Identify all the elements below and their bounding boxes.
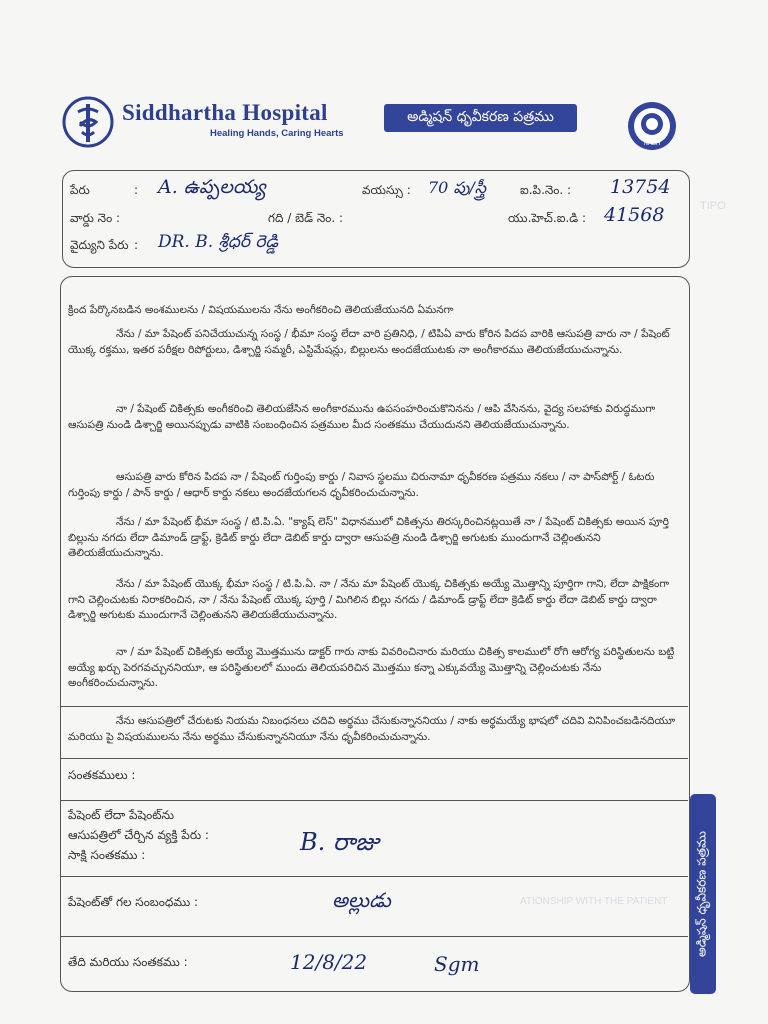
relationship-value: అల్లుడు	[332, 888, 391, 912]
doctor-name-value: DR. B. శ్రీధర్ రెడ్డి	[158, 232, 279, 252]
divider	[60, 936, 688, 937]
side-tab-label: అడ్మిషన్ ధృవీకరణ పత్రము	[694, 831, 709, 957]
ward-label: వార్డు నెం :	[70, 211, 121, 225]
declaration-paragraph-2: నా / పేషెంట్ చికిత్సకు అంగీకరించి తెలియజేసిన అంగీకారమును ఉపసంహరించుకొనినను / ఆపి వేసినను, వైద్య సలహాకు విరుద్ధముగా ఆసుపత్రి నుండి డిశ్చార్జి అయినప్పుడు వాటికి సంబంధించిన పత్రముల మీద సంతకము చేయుదునని తెలియజేయుచున్నాను.	[68, 403, 656, 431]
declaration-paragraph-7: నేను ఆసుపత్రిలో చేరుటకు నియమ నిబంధనలు చదివి అర్థము చేసుకున్నాననియు / నాకు అర్థమయ్యే భాషలో చదివి వినిపించబడినదియూ మరియు పై విషయములను నేను అర్థము చేసుకున్నాననియూ నేను ధృవీకరించుచున్నాను.	[68, 715, 676, 743]
divider	[60, 800, 688, 801]
nabh-seal-icon	[626, 100, 678, 152]
declaration-paragraph-5: నేను / మా పేషెంట్ యొక్క భీమా సంస్థ / టి.పి.ఏ. నా / నేను మా పేషెంట్ యొక్క చికిత్సకు అయ్యే మొత్తాన్ని పూర్తిగా గాని, లేదా పాక్షికంగా గాని చెల్లించుటకు నిరాకరించిన, నా / నేను పేషెంట్ యొక్క పూర్తి / మిగిలిన బిల్లు నగదు / డిమాండ్ డ్రాఫ్ట్ లేదా క్రెడిట్ కార్డు లేదా డెబిట్ కార్డు ద్వారా డిశ్చార్జి అగుటకు ముందుగానే చెల్లింతునని తెలియజేయుచున్నాను.	[68, 578, 670, 621]
name-colon: :	[134, 183, 139, 197]
divider	[60, 758, 688, 759]
nabh-text: NABH	[643, 141, 661, 147]
declaration-paragraph-6: నా / మా పేషెంట్ చికిత్సకు అయ్యే మొత్తమును డాక్టర్ గారు నాకు వివరించినారు మరియు చికిత్స కాలములో రోగి ఆరోగ్య పరిస్థితులను బట్టి అయ్యే ఖర్చు పెరగవచ్చుననియూ, ఆ పరిస్థితులలో ముందు తెలియపరిచిన మొత్తము కన్నా ఎక్కువయ్యే మొత్తాన్ని చెల్లించుటకు నేను అంగీకరించుచున్నాను.	[68, 646, 675, 689]
age-value: 70 పు/స్త్రీ	[428, 178, 487, 197]
hospital-logo	[62, 94, 382, 146]
admitter-label-line1: పేషెంట్ లేదా పేషెంట్‌ను	[68, 808, 175, 822]
bleed-through: TIPO	[700, 200, 726, 212]
doctor-colon: :	[134, 238, 139, 252]
date-value: 12/8/22	[290, 950, 368, 974]
signatures-heading: సంతకములు :	[68, 768, 136, 782]
hospital-emblem-icon	[62, 96, 116, 150]
ip-number-value: 13754	[610, 176, 671, 198]
hospital-name: Siddhartha Hospital	[122, 100, 328, 125]
witness-signature-label: సాక్షి సంతకము :	[68, 848, 146, 862]
declaration-box	[60, 276, 690, 992]
room-bed-label: గది / బెడ్ నెం. :	[268, 211, 344, 225]
signature-value: Sgm	[434, 952, 480, 976]
date-signature-label: తేది మరియు సంతకము :	[68, 955, 188, 969]
declaration-paragraph-4: నేను / మా పేషెంట్ భీమా సంస్థ / టి.పి.ఏ. "క్యాష్ లెస్" విధానములో చికిత్సను తిరస్కరించినట్లయితే నా / పేషెంట్ చికిత్సకు అయిన పూర్తి బిల్లును నగదు లేదా డిమాండ్ డ్రాఫ్ట్, క్రెడిట్ కార్డు లేదా డెబిట్ కార్డు ద్వారా ఆసుపత్రి నుండి డిశ్చార్జి అగుటకు ముందుగానే చెల్లింతునని తెలియజేయుచున్నాను.	[68, 516, 669, 559]
relationship-label: పేషెంట్‌తో గల సంబంధము :	[68, 895, 199, 909]
uhid-value: 41568	[604, 204, 665, 226]
form-title-badge	[384, 104, 577, 132]
side-title-tab	[690, 794, 716, 994]
name-label: పేరు	[70, 183, 90, 197]
patient-name-value: A. ఉప్పలయ్య	[158, 176, 266, 198]
ip-number-label: ఐ.పి.నెం. :	[520, 183, 572, 197]
age-label: వయస్సు :	[362, 183, 411, 197]
form-title: అడ్మిషన్ ధృవీకరణ పత్రము	[407, 108, 554, 125]
admitter-label-line2: ఆసుపత్రిలో చేర్చిన వ్యక్తి పేరు :	[68, 828, 209, 842]
doctor-label: వైద్యుని పేరు	[70, 238, 129, 252]
admitter-name-value: B. రాజు	[300, 828, 379, 856]
declaration-intro: క్రింద పేర్కొనబడిన అంశములను / విషయములను నేను అంగీకరించి తెలియజేయునది ఏమనగా	[68, 304, 454, 316]
divider	[60, 706, 688, 707]
declaration-paragraph-3: ఆసుపత్రి వారు కోరిన పిదప నా / పేషెంట్ గుర్తింపు కార్డు / నివాస స్థలము చిరునామా ధృవీకరణ పత్రము నకలు / నా పాస్‌పోర్ట్ / ఓటరు గుర్తింపు కార్డు / పాన్ కార్డు / ఆధార్ కార్డు నకలు అందజేయగలన ధృవీకరించుచున్నాను.	[68, 471, 655, 499]
declaration-paragraph-1: నేను / మా పేషెంట్ పనిచేయుచున్న సంస్థ / భీమా సంస్థ లేదా వారి ప్రతినిధి, / టిపిఏ వారు కోరిన పిదప వారికి ఆసుపత్రి వారు నా / పేషెంట్ యొక్క రక్తము, ఇతర పరీక్షల రిపోర్టులు, డిశ్చార్జి సమ్మరీ, ఎస్టిమేషన్లు, బిల్లులను అందజేయుటకు నా అంగీకారము తెలియజేయుచున్నాను.	[68, 328, 670, 356]
divider	[60, 876, 688, 877]
hospital-tagline: Healing Hands, Caring Hearts	[210, 128, 344, 139]
uhid-label: యు.హెచ్.ఐ.డి :	[508, 211, 587, 225]
bleed-through: ATIONSHIP WITH THE PATIENT	[520, 896, 668, 907]
